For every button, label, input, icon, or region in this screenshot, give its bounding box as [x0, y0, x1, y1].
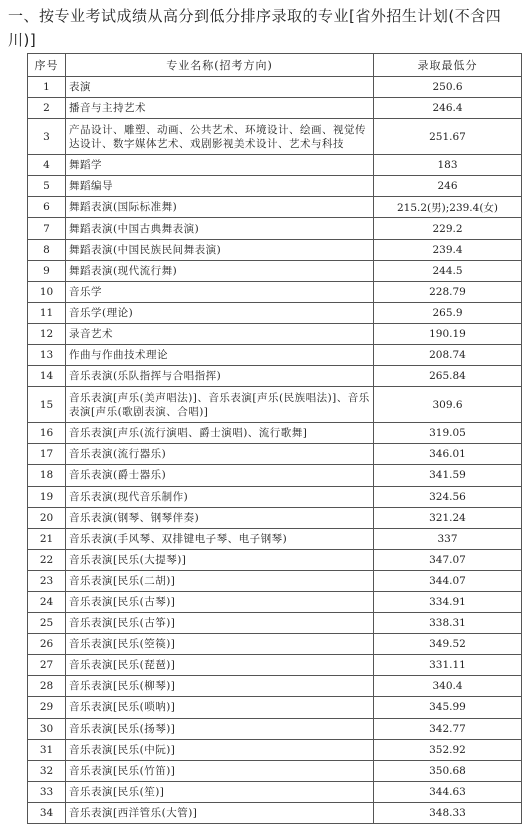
cell-score: 340.4: [374, 676, 522, 697]
cell-score: 344.63: [374, 781, 522, 802]
table-row: [28, 423, 522, 444]
cell-name: 音乐表演(乐队指挥与合唱指挥): [66, 366, 374, 387]
cell-name: 音乐表演(现代音乐制作): [66, 486, 374, 507]
cell-no: 20: [28, 507, 66, 528]
cell-name: 音乐表演[民乐(箜篌)]: [66, 634, 374, 655]
cell-name: 舞蹈学: [66, 155, 374, 176]
cell-no: 6: [28, 197, 66, 218]
table-row: [28, 676, 522, 697]
table-row: [28, 444, 522, 465]
cell-score: 345.99: [374, 697, 522, 718]
cell-name: 作曲与作曲技术理论: [66, 345, 374, 366]
cell-name: 音乐表演(爵士器乐): [66, 465, 374, 486]
cell-score: 229.2: [374, 218, 522, 239]
cell-no: 32: [28, 760, 66, 781]
cell-no: 19: [28, 486, 66, 507]
cell-name: 音乐表演[西洋管乐(大管)]: [66, 802, 374, 823]
table-row: [28, 697, 522, 718]
cell-score: 344.07: [374, 570, 522, 591]
cell-no: 25: [28, 613, 66, 634]
cell-score: 239.4: [374, 239, 522, 260]
cell-name: 音乐表演[民乐(唢呐)]: [66, 697, 374, 718]
cell-score: 347.07: [374, 549, 522, 570]
cell-no: 22: [28, 549, 66, 570]
cell-no: 34: [28, 802, 66, 823]
table-row: [28, 781, 522, 802]
cell-no: 28: [28, 676, 66, 697]
cell-score: 334.91: [374, 591, 522, 612]
cell-no: 24: [28, 591, 66, 612]
table-row: [28, 613, 522, 634]
table-row: [28, 387, 522, 423]
cell-score: 346.01: [374, 444, 522, 465]
cell-name: 音乐表演[民乐(古琴)]: [66, 591, 374, 612]
table-row: [28, 507, 522, 528]
cell-no: 18: [28, 465, 66, 486]
table-row: [28, 739, 522, 760]
cell-score: 250.6: [374, 77, 522, 98]
cell-no: 23: [28, 570, 66, 591]
cell-no: 17: [28, 444, 66, 465]
cell-score: 183: [374, 155, 522, 176]
cell-score: 190.19: [374, 323, 522, 344]
table-row: [28, 802, 522, 823]
table-row: [28, 655, 522, 676]
cell-name: 音乐表演[民乐(大提琴)]: [66, 549, 374, 570]
cell-score: 246.4: [374, 98, 522, 119]
cell-no: 27: [28, 655, 66, 676]
table-row: [28, 345, 522, 366]
cell-no: 2: [28, 98, 66, 119]
header-no: 序号: [28, 54, 66, 77]
cell-no: 9: [28, 260, 66, 281]
header-score: 录取最低分: [374, 54, 522, 77]
cell-no: 31: [28, 739, 66, 760]
cell-score: 349.52: [374, 634, 522, 655]
cell-name: 产品设计、雕塑、动画、公共艺术、环境设计、绘画、视觉传达设计、数字媒体艺术、戏剧影视美术设计、艺术与科技: [66, 119, 374, 155]
cell-score: 350.68: [374, 760, 522, 781]
table-row: [28, 281, 522, 302]
cell-name: 舞蹈表演(现代流行舞): [66, 260, 374, 281]
cell-score: 265.84: [374, 366, 522, 387]
page-title: 一、按专业考试成绩从高分到低分排序录取的专业[省外招生计划(不含四川)]: [8, 7, 502, 49]
cell-score: 265.9: [374, 302, 522, 323]
cell-score: 337: [374, 528, 522, 549]
header-name: 专业名称(招考方向): [66, 54, 374, 77]
table-row: [28, 718, 522, 739]
cell-score: 348.33: [374, 802, 522, 823]
table-row: [28, 760, 522, 781]
cell-score: 244.5: [374, 260, 522, 281]
cell-no: 10: [28, 281, 66, 302]
table-row: [28, 634, 522, 655]
table-row: [28, 486, 522, 507]
cell-score: 246: [374, 176, 522, 197]
table-row: [28, 260, 522, 281]
table-row: [28, 465, 522, 486]
cell-score: 251.67: [374, 119, 522, 155]
cell-name: 舞蹈表演(中国古典舞表演): [66, 218, 374, 239]
table-row: [28, 302, 522, 323]
cell-no: 14: [28, 366, 66, 387]
cell-score: 319.05: [374, 423, 522, 444]
cell-score: 228.79: [374, 281, 522, 302]
table-row: [28, 155, 522, 176]
admission-scores-table: [27, 53, 522, 824]
cell-no: 21: [28, 528, 66, 549]
table-row: [28, 98, 522, 119]
cell-no: 29: [28, 697, 66, 718]
cell-name: 表演: [66, 77, 374, 98]
cell-score: 341.59: [374, 465, 522, 486]
cell-name: 音乐表演[民乐(笙)]: [66, 781, 374, 802]
table-row: [28, 570, 522, 591]
cell-no: 26: [28, 634, 66, 655]
cell-no: 16: [28, 423, 66, 444]
table-header-row: [28, 54, 522, 77]
cell-score: 321.24: [374, 507, 522, 528]
cell-name: 音乐表演[民乐(二胡)]: [66, 570, 374, 591]
cell-name: 音乐学: [66, 281, 374, 302]
cell-name: 音乐表演(流行器乐): [66, 444, 374, 465]
cell-score: 342.77: [374, 718, 522, 739]
cell-score: 352.92: [374, 739, 522, 760]
cell-score: 324.56: [374, 486, 522, 507]
cell-name: 音乐表演(钢琴、钢琴伴奏): [66, 507, 374, 528]
cell-score: 215.2(男);239.4(女): [374, 197, 522, 218]
cell-no: 7: [28, 218, 66, 239]
table-row: [28, 549, 522, 570]
table-row: [28, 239, 522, 260]
cell-name: 舞蹈表演(中国民族民间舞表演): [66, 239, 374, 260]
cell-no: 8: [28, 239, 66, 260]
table-row: [28, 323, 522, 344]
cell-score: 338.31: [374, 613, 522, 634]
cell-name: 音乐表演[民乐(竹笛)]: [66, 760, 374, 781]
cell-no: 30: [28, 718, 66, 739]
cell-name: 音乐表演[民乐(琵琶)]: [66, 655, 374, 676]
cell-name: 音乐表演[民乐(柳琴)]: [66, 676, 374, 697]
cell-name: 音乐表演[民乐(古筝)]: [66, 613, 374, 634]
cell-no: 4: [28, 155, 66, 176]
table-row: [28, 77, 522, 98]
cell-no: 33: [28, 781, 66, 802]
cell-no: 13: [28, 345, 66, 366]
cell-name: 音乐表演[声乐(美声唱法)]、音乐表演[声乐(民族唱法)]、音乐表演[声乐(歌剧表演、合唱)]: [66, 387, 374, 423]
cell-name: 音乐表演[声乐(流行演唱、爵士演唱)、流行歌舞]: [66, 423, 374, 444]
cell-no: 12: [28, 323, 66, 344]
cell-name: 音乐学(理论): [66, 302, 374, 323]
cell-name: 舞蹈编导: [66, 176, 374, 197]
table-row: [28, 591, 522, 612]
cell-no: 11: [28, 302, 66, 323]
cell-score: 309.6: [374, 387, 522, 423]
table-row: [28, 197, 522, 218]
cell-score: 331.11: [374, 655, 522, 676]
cell-no: 1: [28, 77, 66, 98]
table-row: [28, 119, 522, 155]
cell-score: 208.74: [374, 345, 522, 366]
table-row: [28, 218, 522, 239]
table-row: [28, 366, 522, 387]
table-row: [28, 176, 522, 197]
cell-name: 录音艺术: [66, 323, 374, 344]
cell-name: 音乐表演(手风琴、双排键电子琴、电子钢琴): [66, 528, 374, 549]
cell-name: 音乐表演[民乐(中阮)]: [66, 739, 374, 760]
cell-name: 音乐表演[民乐(扬琴)]: [66, 718, 374, 739]
cell-no: 15: [28, 387, 66, 423]
cell-no: 5: [28, 176, 66, 197]
cell-name: 舞蹈表演(国际标准舞): [66, 197, 374, 218]
cell-name: 播音与主持艺术: [66, 98, 374, 119]
table-row: [28, 528, 522, 549]
cell-no: 3: [28, 119, 66, 155]
